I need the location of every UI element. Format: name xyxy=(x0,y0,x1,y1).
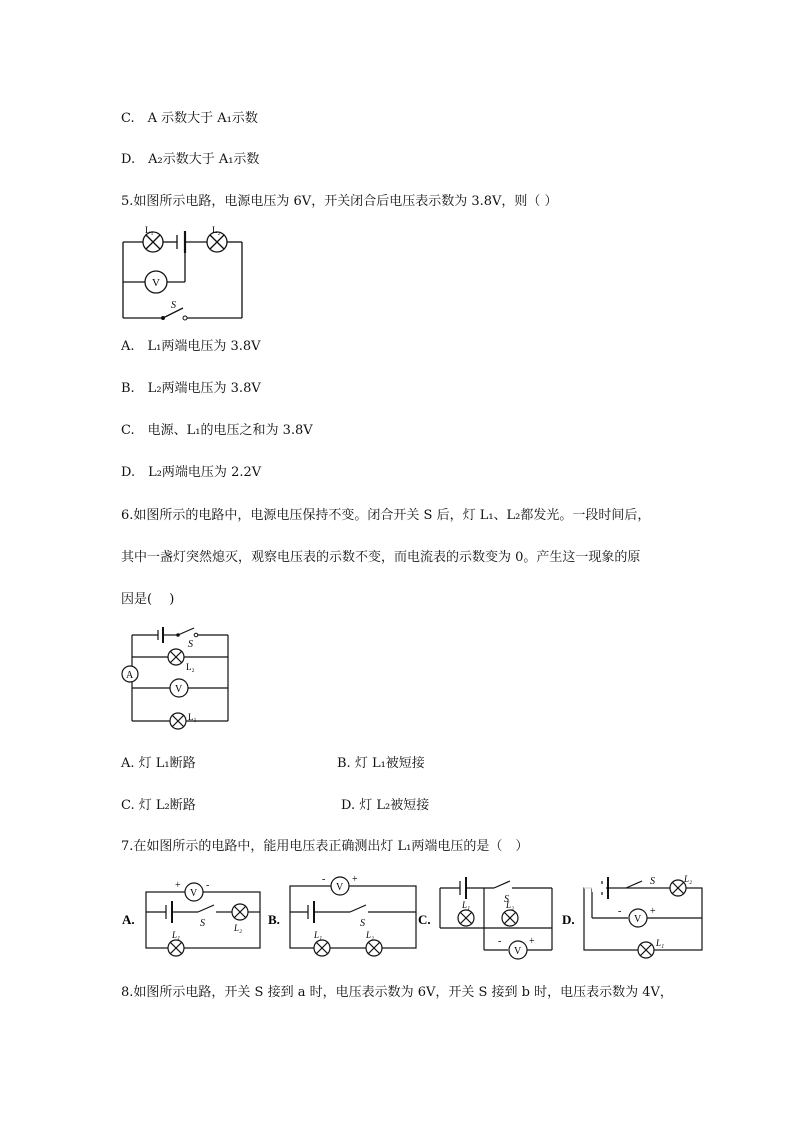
q7-circuit-options-diagram xyxy=(118,872,708,964)
q5-option-c: C. 电源、L₁的电压之和为 3.8V xyxy=(121,423,313,438)
q6-option-b: B. 灯 L₁被短接 xyxy=(337,756,425,771)
q7a-v-label: V xyxy=(190,888,198,899)
q7b-s-label: S xyxy=(360,918,365,929)
q7a-l1-label: L₁ xyxy=(172,930,181,940)
q7-option-d-label: D. xyxy=(562,912,575,927)
q7c-l1-label: L₁ xyxy=(462,900,471,910)
q7d-minus: - xyxy=(618,906,622,917)
q5-stem: 5.如图所示电路，电源电压为 6V，开关闭合后电压表示数为 3.8V，则（ ） xyxy=(121,194,558,209)
q6-label-s: S xyxy=(188,639,193,650)
q7c-l2-label: L₂ xyxy=(506,900,515,910)
q7c-s-label: S xyxy=(504,894,509,905)
q7b-minus: - xyxy=(322,874,326,885)
q7d-plus: + xyxy=(650,906,656,917)
q7d-l2-label: L₂ xyxy=(684,874,693,884)
q6-stem-line3: 因是( ) xyxy=(121,592,175,607)
q5-option-b: B. L₂两端电压为 3.8V xyxy=(121,381,261,396)
q7b-v-label: V xyxy=(336,882,344,893)
q6-stem-line2: 其中一盏灯突然熄灭，观察电压表的示数不变，而电流表的示数变为 0。产生这一现象的原 xyxy=(121,550,641,565)
q5-label-l2: L₂ xyxy=(212,225,221,235)
q6-label-v: V xyxy=(175,684,183,695)
q5-label-v: V xyxy=(152,277,160,289)
q7c-v-label: V xyxy=(514,946,522,957)
q5-option-a: A. L₁两端电压为 3.8V xyxy=(121,339,261,354)
q7a-s-label: S xyxy=(200,918,205,929)
q6-option-d: D. 灯 L₂被短接 xyxy=(341,798,430,813)
q7d-v-label: V xyxy=(634,914,642,925)
q7d-s-label: S xyxy=(650,876,655,887)
q5-option-d: D. L₂两端电压为 2.2V xyxy=(121,465,262,480)
q6-option-c: C. 灯 L₂断路 xyxy=(121,798,196,813)
q7-stem: 7.在如图所示的电路中，能用电压表正确测出灯 L₁两端电压的是（ ） xyxy=(121,839,529,854)
q7c-minus: - xyxy=(498,936,502,947)
q7b-l2-label: L₂ xyxy=(366,930,375,940)
q6-label-l1: L₁ xyxy=(188,712,197,722)
q7a-minus: - xyxy=(206,880,210,891)
q7-option-c-label: C. xyxy=(418,912,431,927)
q6-circuit-diagram xyxy=(118,625,236,733)
q4-option-d: D. A₂示数大于 A₁示数 xyxy=(121,152,260,167)
q7-option-b-label: B. xyxy=(268,912,280,927)
q7d-l1-label: L₁ xyxy=(656,938,665,948)
q5-circuit-diagram xyxy=(115,222,255,326)
q7b-l1-label: L₁ xyxy=(314,930,323,940)
q7a-plus: + xyxy=(175,880,181,891)
q8-stem: 8.如图所示电路，开关 S 接到 a 时，电压表示数为 6V，开关 S 接到 b 时，电压表示数为 4V， xyxy=(121,985,673,1000)
q6-option-a: A. 灯 L₁断路 xyxy=(121,756,196,771)
q6-label-l2: L₂ xyxy=(186,662,195,672)
q7b-plus: + xyxy=(352,874,358,885)
q6-stem-line1: 6.如图所示的电路中，电源电压保持不变。闭合开关 S 后，灯 L₁、L₂都发光。一段时间后， xyxy=(121,508,651,523)
q7-option-a-label: A. xyxy=(122,912,135,927)
q5-label-l1: L₁ xyxy=(145,225,154,235)
q7c-plus: + xyxy=(529,936,535,947)
q7a-l2-label: L₂ xyxy=(234,923,243,933)
q5-label-s: S xyxy=(171,300,176,311)
q4-option-c: C. A 示数大于 A₁示数 xyxy=(121,111,258,126)
q6-label-a: A xyxy=(126,670,134,681)
